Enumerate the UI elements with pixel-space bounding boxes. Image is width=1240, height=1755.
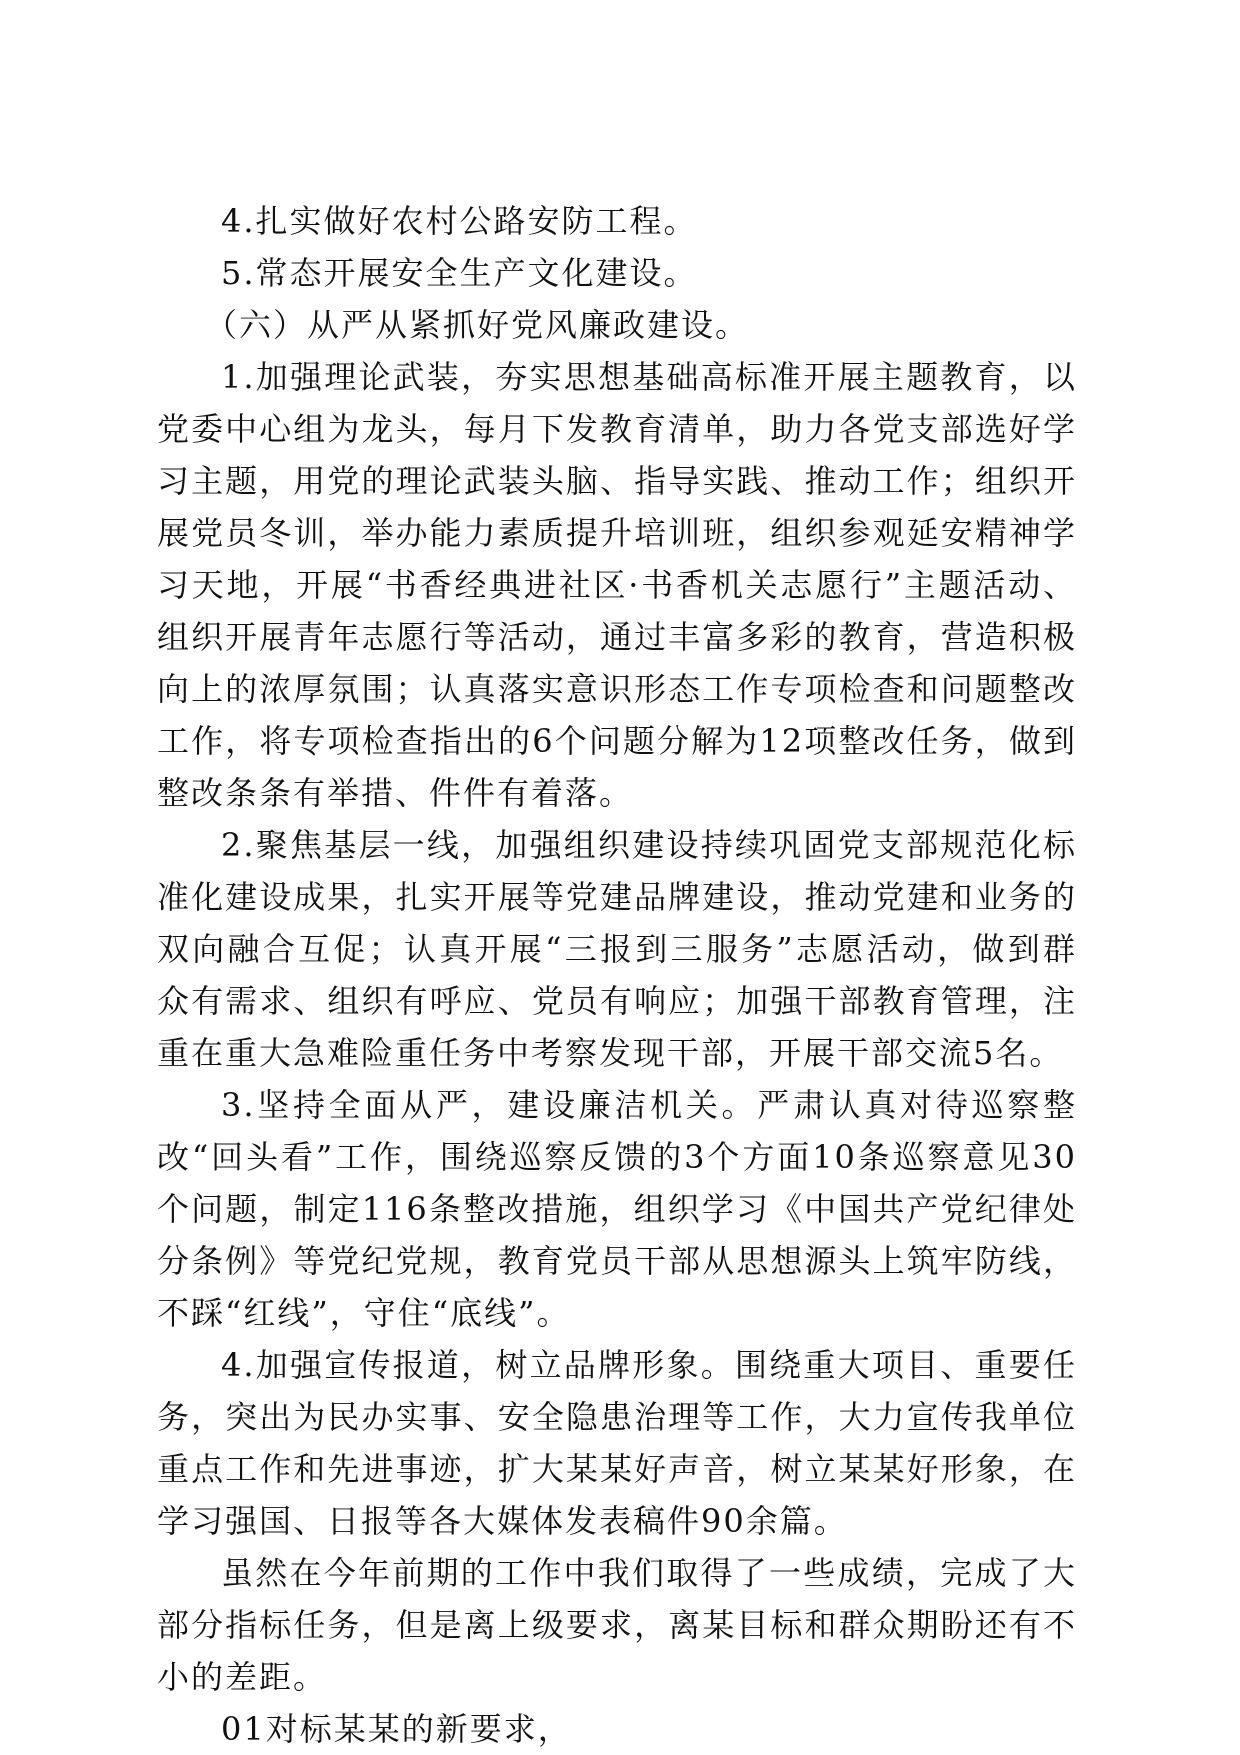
paragraph-new-requirements: 01对标某某的新要求，	[221, 1710, 572, 1748]
paragraph-publicity: 4.加强宣传报道，树立品牌形象。围绕重大项目、重要任务，突出为民办实事、安全隐患治理等工作，大力宣传我单位重点工作和先进事迹，扩大某某好声音，树立某某好形象，在学习强国、日报等各大媒体发表稿件90余篇。	[157, 1346, 1077, 1540]
paragraph-strict-governance: 3.坚持全面从严，建设廉洁机关。严肃认真对待巡察整改“回头看”工作，围绕巡察反馈的3个方面10条巡察意见30个问题，制定116条整改措施，组织学习《中国共产党纪律处分条例》等党纪党规，教育党员干部从思想源头上筑牢防线，不踩“红线”，守住“底线”。	[157, 1086, 1077, 1332]
paragraph-summary-gap: 虽然在今年前期的工作中我们取得了一些成绩，完成了大部分指标任务，但是离上级要求，离某目标和群众期盼还有不小的差距。	[157, 1554, 1077, 1696]
section-heading-six: （六）从严从紧抓好党风廉政建设。	[205, 306, 750, 344]
paragraph-theory-arming: 1.加强理论武装，夯实思想基础高标准开展主题教育，以党委中心组为龙头，每月下发教育清单，助力各党支部选好学习主题，用党的理论武装头脑、指导实践、推动工作；组织开展党员冬训，举办能力素质提升培训班，组织参观延安精神学习天地，开展“书香经典进社区·书香机关志愿行”主题活动、组织开展青年志愿行等活动，通过丰富多彩的教育，营造积极向上的浓厚氛围；认真落实意识形态工作专项检查和问题整改工作，将专项检查指出的6个问题分解为12项整改任务，做到整改条条有举措、件件有着落。	[157, 358, 1077, 812]
document-body	[157, 195, 1077, 1755]
paragraph-grassroots-organization: 2.聚焦基层一线，加强组织建设持续巩固党支部规范化标准化建设成果，扎实开展等党建品牌建设，推动党建和业务的双向融合互促；认真开展“三报到三服务”志愿活动，做到群众有需求、组织有呼应、党员有响应；加强干部教育管理，注重在重大急难险重任务中考察发现干部，开展干部交流5名。	[157, 826, 1077, 1072]
paragraph-item-4-road-safety: 4.扎实做好农村公路安防工程。	[221, 202, 698, 240]
paragraph-item-5-safety-culture: 5.常态开展安全生产文化建设。	[221, 254, 698, 292]
